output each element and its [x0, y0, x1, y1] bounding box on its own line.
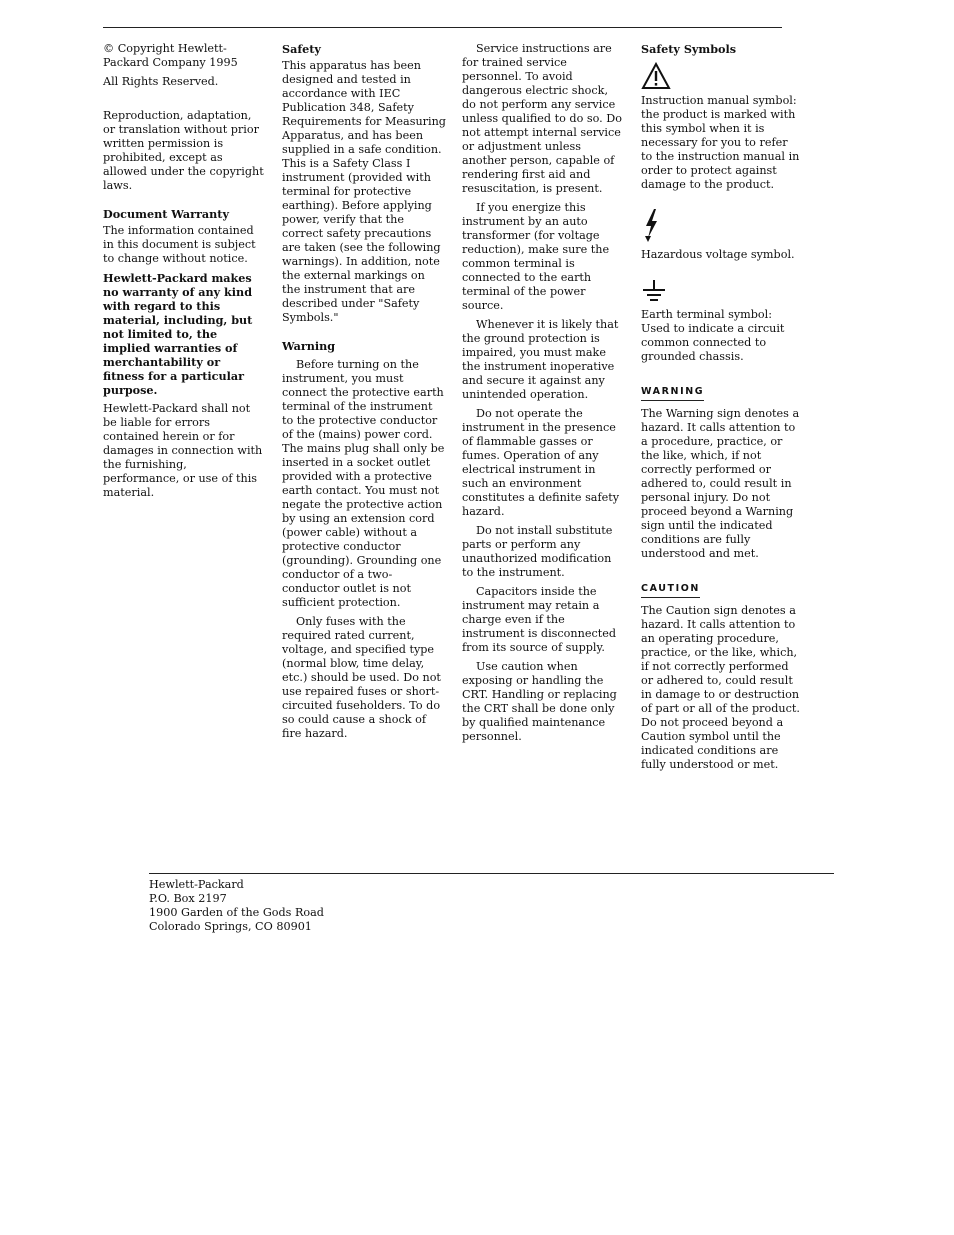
- top-rule: [103, 27, 782, 28]
- caution-tag: CAUTION: [641, 582, 700, 598]
- instruction-manual-symbol-text: Instruction manual symbol: the product is marked with this symbol when it is necessary for you to refer to the instruction manual in order to protect against damage to the product.: [641, 94, 800, 191]
- caution-sign-text: The Caution sign denotes a hazard. It calls attention to an operating procedure, practice, or the like, which, if not correctly performed or adhered to, could result in damage to or destruction of part or all of the product. Do not proceed beyond a Caution symbol until the indicated conditions are fully understood or met.: [641, 604, 800, 771]
- warning-paragraph: Only fuses with the required rated current, voltage, and specified type (normal blow, time delay, etc.) should be used. Do not use repaired fuses or short-circuited fuseholders. To do so could cause a shock of fire hazard.: [282, 615, 441, 740]
- copyright-column: [103, 42, 265, 505]
- safety-column: [282, 42, 446, 746]
- company-address: [149, 878, 449, 934]
- service-paragraph: If you energize this instrument by an auto transformer (for voltage reduction), make sure the common terminal is connected to the earth terminal of the power source.: [462, 201, 610, 312]
- bottom-rule: [149, 873, 834, 874]
- warning-sign-text: The Warning sign denotes a hazard. It calls attention to a procedure, practice, or the like, which, if not correctly performed or adhered to, could result in personal injury. Do not proceed beyond a Warning sign until the indicated conditions are fully understood and met.: [641, 407, 800, 560]
- hazardous-voltage-text: Hazardous voltage symbol.: [641, 248, 795, 261]
- address-line: P.O. Box 2197: [149, 892, 227, 905]
- safety-text: This apparatus has been designed and tested in accordance with IEC Publication 348, Safety Requirements for Measuring Apparatus, and has been supplied in a safe condition. This is a Safety Class I instrument (provided with terminal for protective earthing). Before applying power, verify that the correct safety precautions are taken (see the following warnings). In addition, note the external markings on the instrument that are described under "Safety Symbols.": [282, 59, 446, 324]
- address-line: Colorado Springs, CO 80901: [149, 920, 312, 933]
- service-paragraph: Do not operate the instrument in the presence of flammable gasses or fumes. Operation of any electrical instrument in such an environment constitutes a definite safety hazard.: [462, 407, 620, 518]
- safety-symbols-heading: Safety Symbols: [641, 42, 737, 56]
- safety-heading: Safety: [282, 42, 321, 56]
- warning-triangle-icon: [641, 62, 671, 90]
- service-paragraph: Capacitors inside the instrument may retain a charge even if the instrument is disconnected from its source of supply.: [462, 585, 616, 654]
- document-warranty-heading: Document Warranty: [103, 207, 229, 221]
- copyright-notice: © Copyright Hewlett-Packard Company 1995: [103, 42, 238, 69]
- warning-heading: Warning: [282, 339, 336, 353]
- warranty-info: The information contained in this document is subject to change without notice.: [103, 224, 256, 265]
- lightning-bolt-icon: [641, 208, 663, 244]
- all-rights-reserved: All Rights Reserved.: [103, 75, 219, 88]
- service-paragraph: Service instructions are for trained service personnel. To avoid dangerous electric shock, do not perform any service unless qualified to do so. Do not attempt internal service or adjustment unless another person, capable of rendering first aid and resuscitation, is present.: [462, 42, 622, 195]
- safety-symbols-column: [641, 42, 801, 777]
- reproduction-notice: Reproduction, adaptation, or translation without prior written permission is prohibited, except as allowed under the copyright laws.: [103, 109, 264, 192]
- service-paragraph: Do not install substitute parts or perform any unauthorized modification to the instrument.: [462, 524, 613, 579]
- service-paragraph: Use caution when exposing or handling the CRT. Handling or replacing the CRT shall be done only by qualified maintenance personnel.: [462, 660, 617, 743]
- warning-tag: WARNING: [641, 385, 704, 401]
- warning-paragraph: Before turning on the instrument, you must connect the protective earth terminal of the instrument to the protective conductor of the (mains) power cord. The mains plug shall only be inserted in a socket outlet provided with a protective earth contact. You must not negate the protective action by using an extension cord (power cable) without a protective conductor (grounding). Grounding one conductor of a two-conductor outlet is not sufficient protection.: [282, 358, 445, 609]
- service-column: [462, 42, 624, 749]
- earth-terminal-text: Earth terminal symbol: Used to indicate a circuit common connected to grounded chassis.: [641, 308, 785, 363]
- address-line: Hewlett-Packard: [149, 878, 244, 891]
- service-paragraph: Whenever it is likely that the ground protection is impaired, you must make the instrument inoperative and secure it against any unintended operation.: [462, 318, 619, 401]
- address-line: 1900 Garden of the Gods Road: [149, 906, 324, 919]
- earth-ground-icon: [641, 278, 667, 304]
- liability-notice: Hewlett-Packard shall not be liable for errors contained herein or for damages in connection with the furnishing, performance, or use of this material.: [103, 402, 263, 499]
- warranty-disclaimer: Hewlett-Packard makes no warranty of any kind with regard to this material, including, but not limited to, the implied warranties of merchantability or fitness for a particular purpose.: [103, 271, 253, 397]
